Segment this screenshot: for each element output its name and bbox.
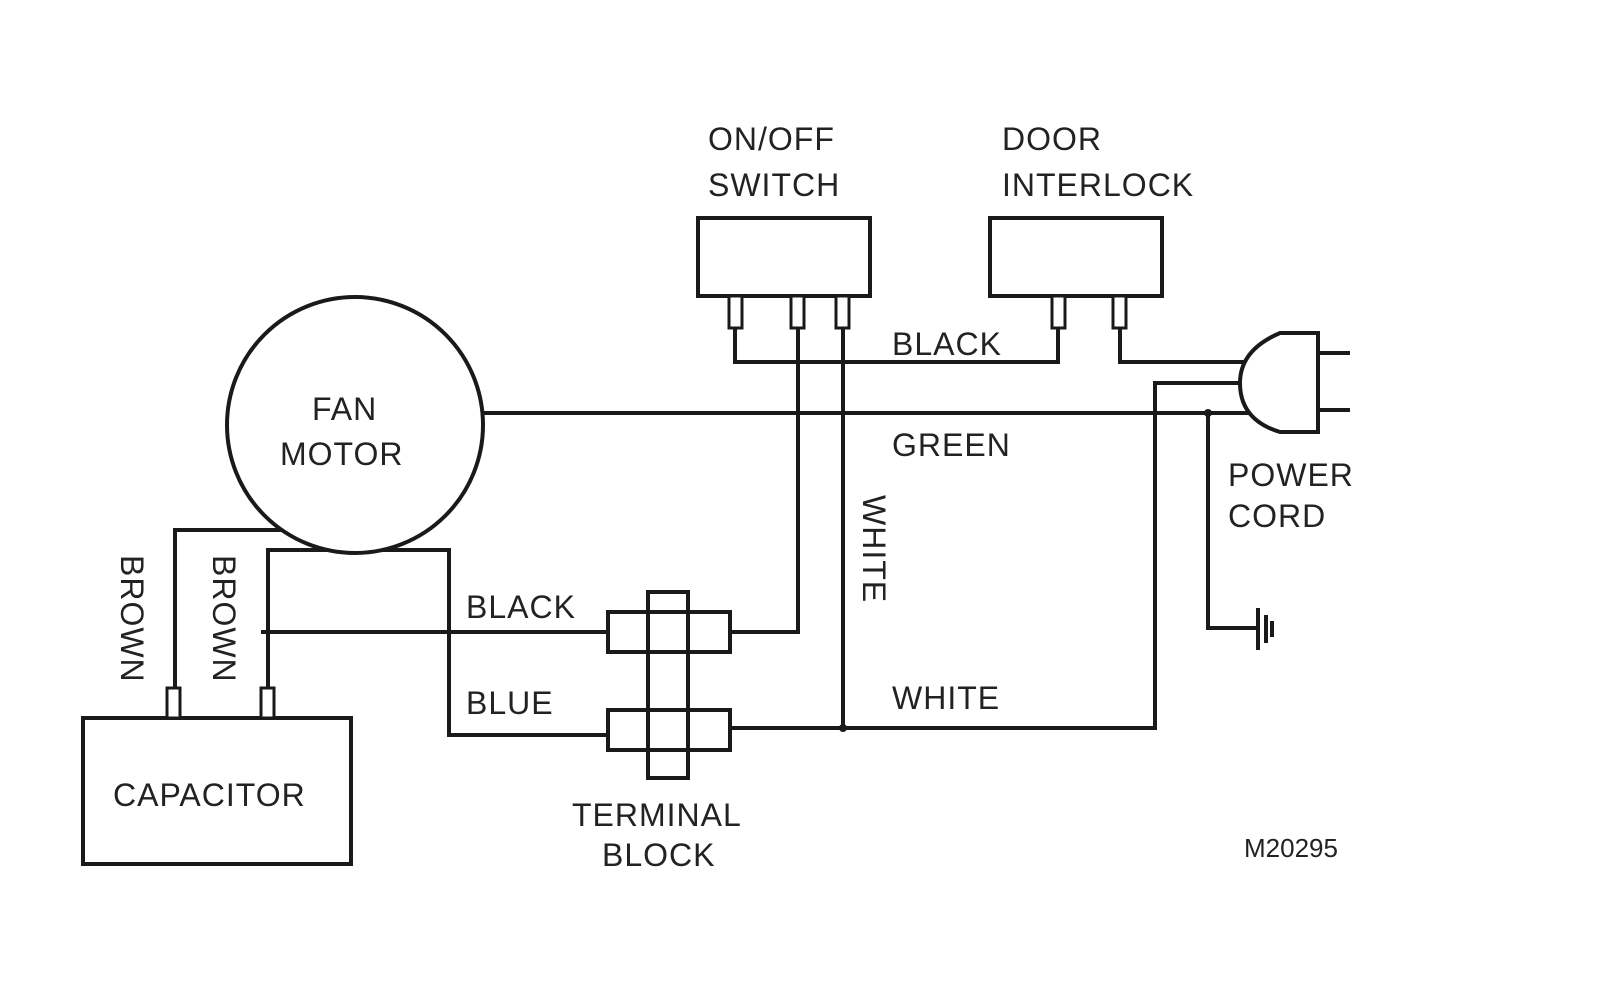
door-interlock-box (990, 218, 1162, 296)
ground-icon (1258, 610, 1272, 648)
brown-wire-left (175, 530, 330, 690)
capacitor-terminal-2 (261, 688, 274, 718)
switch-terminal-2 (791, 296, 804, 328)
wire-label-white-vertical: WHITE (856, 495, 892, 604)
interlock-label-line2: INTERLOCK (1002, 167, 1195, 203)
switch-terminal-1 (729, 296, 742, 328)
wire-label-black-top: BLACK (892, 326, 1002, 362)
wire-label-green: GREEN (892, 427, 1011, 463)
interlock-label-line1: DOOR (1002, 121, 1102, 157)
terminal-block-label-line1: TERMINAL (572, 797, 742, 833)
interlock-terminal-1 (1052, 296, 1065, 328)
wire-label-white-bottom: WHITE (892, 680, 1001, 716)
capacitor-terminal-1 (167, 688, 180, 718)
motor-label-line1: FAN (312, 391, 378, 427)
wire-label-brown-right: BROWN (206, 555, 242, 683)
terminal-block-label-line2: BLOCK (602, 837, 716, 873)
junction-dot (1204, 409, 1212, 417)
motor-label-line2: MOTOR (280, 436, 404, 472)
wire-label-black-left: BLACK (466, 589, 576, 625)
wire-label-brown-left: BROWN (114, 555, 150, 683)
capacitor-label: CAPACITOR (113, 777, 306, 813)
interlock-to-cord-wire (1120, 328, 1245, 362)
switch-terminal-3 (836, 296, 849, 328)
switch-label-line1: ON/OFF (708, 121, 835, 157)
on-off-switch-box (698, 218, 870, 296)
wire-label-blue: BLUE (466, 685, 554, 721)
blue-wire (268, 550, 608, 735)
switch-label-line2: SWITCH (708, 167, 841, 203)
brown-wire-right (268, 550, 315, 690)
power-plug (1240, 333, 1318, 432)
interlock-terminal-2 (1113, 296, 1126, 328)
power-cord-label-line2: CORD (1228, 498, 1327, 534)
power-cord-label-line1: POWER (1228, 457, 1354, 493)
switch-to-terminal-wire (730, 328, 798, 632)
drawing-code: M20295 (1244, 833, 1338, 863)
junction-dot (839, 724, 847, 732)
